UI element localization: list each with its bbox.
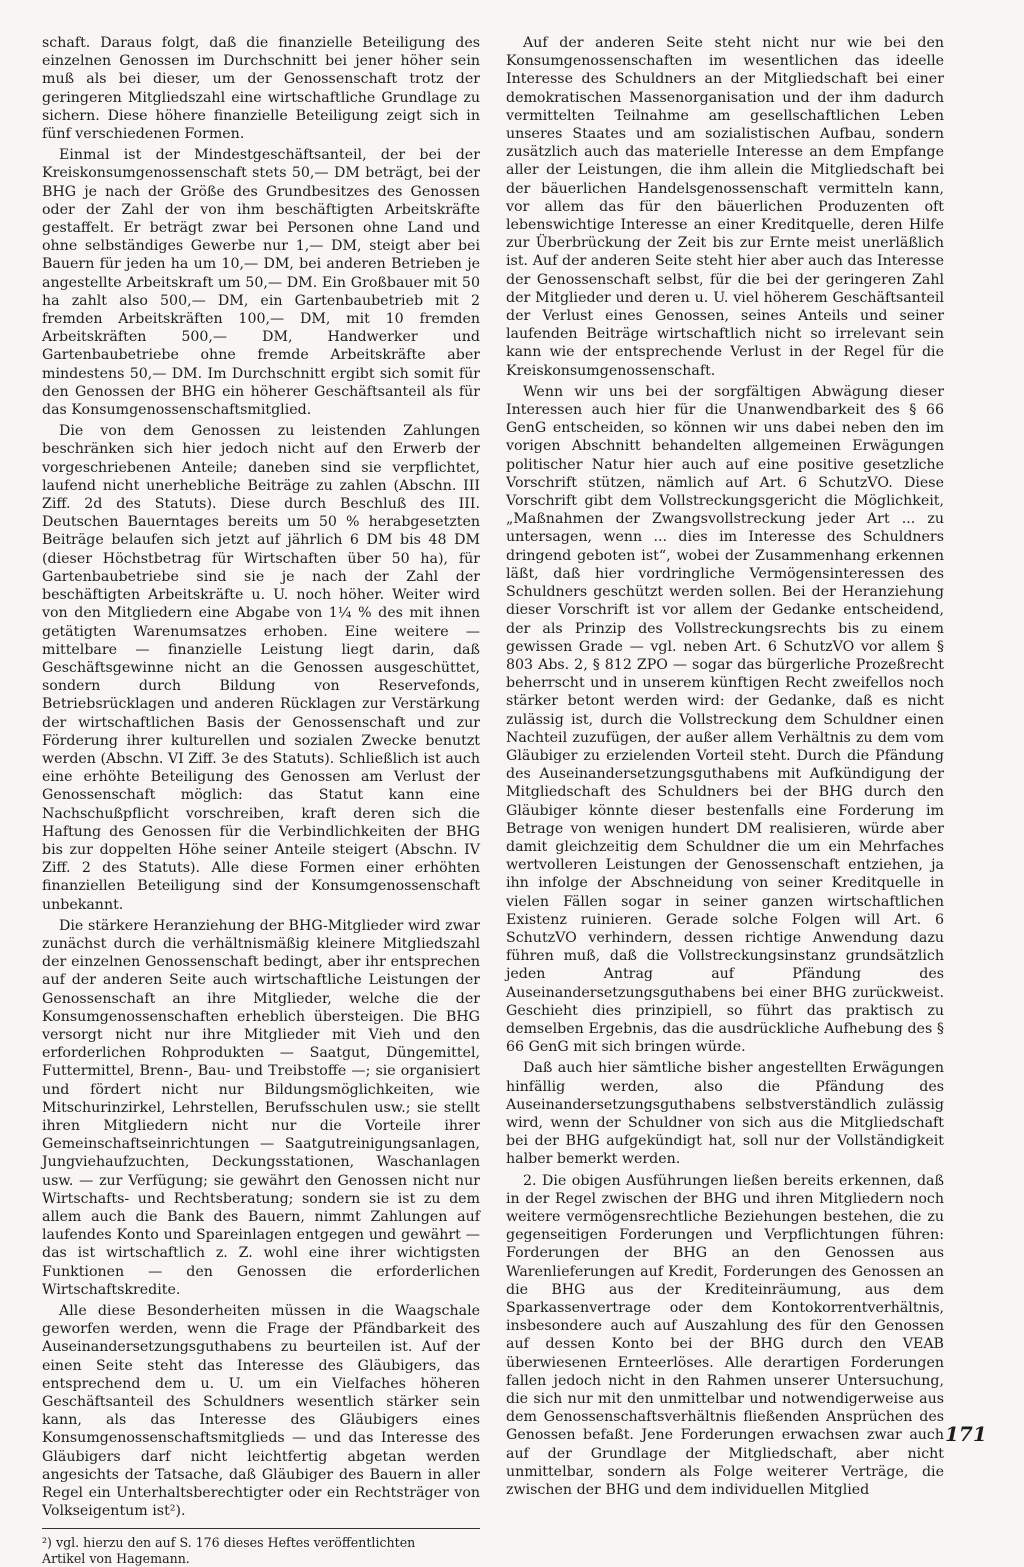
- paragraph: Alle diese Besonderheiten müssen in die Waagschale geworfen werden, wenn die Frage der Pfändbarkeit des Auseinandersetzungsguthabens zu beurteilen ist. Auf der einen Seite steht das Interesse des Gläubigers, das entsprechend dem u. U. um ein Vielfaches höheren Geschäftsanteil des Schuldners wesentlich stärker sein kann, als das Interesse des Gläubigers eines Konsumgenossenschaftsmitglieds — und das Interesse des Gläubigers darf nicht leichtfertig abgetan werden angesichts der Tatsache, daß Gläubiger des Bauern in aller Regel ein Unterhaltsberechtigter oder ein Rechtsträger von Volkseigentum ist²).: [42, 1303, 480, 1520]
- paragraph: Die von dem Genossen zu leistenden Zahlungen beschränken sich hier jedoch nicht auf den Erwerb der vorgeschriebenen Anteile; daneben sind sie verpflichtet, laufend nicht unerhebliche Beiträge zu zahlen (Abschn. III Ziff. 2d des Statuts). Diese durch Beschluß des III. Deutschen Bauerntages bereits um 50 % herabgesetzten Beiträge belaufen sich jetzt auf jährlich 6 DM bis 48 DM (dieser Höchstbetrag für Wirtschaften über 50 ha), für Gartenbaubetriebe sind sie je nach der Zahl der beschäftigten Arbeitskräfte u. U. noch höher. Weiter wird von den Mitgliedern eine Abgabe von 1¼ % des mit ihnen getätigten Warenumsatzes erhoben. Eine weitere — mittelbare — finanzielle Leistung liegt darin, daß Geschäftsgewinne nicht an die Genossen ausgeschüttet, sondern durch Bildung von Reservefonds, Betriebsrücklagen und anderen Rücklagen zur Verstärkung der wirtschaftlichen Basis der Genossenschaft und zur Förderung ihrer kulturellen und sozialen Zwecke benutzt werden (Abschn. VI Ziff. 3e des Statuts). Schließlich ist auch eine erhöhte Beteiligung des Genossen am Verlust der Genossenschaft möglich: das Statut kann eine Nachschußpflicht vorschreiben, kraft deren sich die Haftung des Genossen für die Verbindlichkeiten der BHG bis zur doppelten Höhe seiner Anteile steigert (Abschn. IV Ziff. 2 des Statuts). Alle diese Formen einer erhöhten finanziellen Beteiligung sind der Konsumgenossenschaft unbekannt.: [42, 423, 480, 913]
- paragraph: Daß auch hier sämtliche bisher angestellten Erwägungen hinfällig werden, also die Pfändung des Auseinandersetzungsguthabens selbstverständlich zulässig wird, wenn der Schuldner von sich aus die Mitgliedschaft bei der BHG aufgekündigt hat, soll nur der Vollständigkeit halber bemerkt werden.: [506, 1060, 944, 1168]
- left-column: [42, 34, 480, 1567]
- footnote-line: ²) vgl. hierzu den auf S. 176 dieses Heftes veröffentlichten: [42, 1535, 416, 1551]
- footnote: [42, 1528, 480, 1566]
- paragraph: schaft. Daraus folgt, daß die finanzielle Beteiligung des einzelnen Genossen im Durchschnitt bei jener höher sein muß als bei dieser, um der Genossenschaft trotz der geringeren Mitgliedszahl eine wirtschaftliche Grundlage zu sichern. Diese höhere finanzielle Beteiligung zeigt sich in fünf verschiedenen Formen.: [42, 35, 480, 143]
- paragraph: 2. Die obigen Ausführungen ließen bereits erkennen, daß in der Regel zwischen der BHG und ihren Mitgliedern noch weitere vermögensrechtliche Beziehungen bestehen, die zu gegenseitigen Forderungen und Verpflichtungen führen: Forderungen der BHG an den Genossen aus Warenlieferungen auf Kredit, Forderungen des Genossen an die BHG aus der Krediteinräumung, aus dem Sparkassenvertrage oder dem Kontokorrentverhältnis, insbesondere auch auf Auszahlung des für den Genossen auf dessen Konto bei der BHG durch den VEAB überwiesenen Ernteerlöses. Alle derartigen Forderungen fallen jedoch nicht in den Rahmen unserer Untersuchung, die sich nur mit den unmittelbar und notwendigerweise aus dem Genossenschaftsverhältnis fließenden Ansprüchen des Genossen befaßt. Jene Forderungen erwachsen zwar auch auf der Grundlage der Mitgliedschaft, aber nicht unmittelbar, sondern als Folge weiterer Verträge, die zwischen der BHG und dem individuellen Mitglied: [506, 1172, 944, 1499]
- paragraph: Einmal ist der Mindestgeschäftsanteil, der bei der Kreiskonsumgenossenschaft stets 50,— DM beträgt, bei der BHG je nach der Größe des Grundbesitzes des Genossen oder der Zahl der von ihm beschäftigten Arbeitskräfte gestaffelt. Er beträgt zwar bei Personen ohne Land und ohne selbständiges Gewerbe nur 1,— DM, steigt aber bei Bauern für jeden ha um 10,— DM, bei anderen Betrieben je angestellte Arbeitskraft um 50,— DM. Ein Großbauer mit 50 ha zahlt also 500,— DM, ein Gartenbaubetrieb mit 2 fremden Arbeitskräften 100,— DM, mit 10 fremden Arbeitskräften 500,— DM, Handwerker und Gartenbaubetriebe ohne fremde Arbeitskräfte aber mindestens 50,— DM. Im Durchschnitt ergibt sich somit für den Genossen der BHG ein höherer Geschäftsanteil als für das Konsumgenossenschaftsmitglied.: [42, 147, 480, 419]
- page-number: 171: [945, 1422, 987, 1446]
- right-column: [506, 34, 944, 1502]
- paragraph: Wenn wir uns bei der sorgfältigen Abwägung dieser Interessen auch hier für die Unanwendbarkeit des § 66 GenG entscheiden, so können wir uns dabei neben den im vorigen Abschnitt behandelten allgemeinen Erwägungen politischer Natur hier auch auf eine positive gesetzliche Vorschrift stützen, nämlich auf Art. 6 SchutzVO. Diese Vorschrift gibt dem Vollstreckungsgericht die Möglichkeit, „Maßnahmen der Zwangsvollstreckung jeder Art ... zu untersagen, wenn ... dies im Interesse des Schuldners dringend geboten ist“, wobei der Zusammenhang erkennen läßt, daß hier vordringliche Vermögensinteressen des Schuldners geschützt werden sollen. Bei der Heranziehung dieser Vorschrift ist vor allem der Gedanke entscheidend, der als Prinzip des Vollstreckungsrechts bis zu einem gewissen Grade — vgl. neben Art. 6 SchutzVO vor allem § 803 Abs. 2, § 812 ZPO — sogar das bürgerliche Prozeßrecht beherrscht und in unserem künftigen Recht zweifellos noch stärker betont werden wird: der Gedanke, daß es nicht zulässig ist, durch die Vollstreckung dem Schuldner einen Nachteil zuzufügen, der außer allem Verhältnis zu dem vom Gläubiger zu erzielenden Vorteil steht. Durch die Pfändung des Auseinandersetzungsguthabens mit Aufkündigung der Mitgliedschaft des Schuldners bei der BHG durch den Gläubiger könnte dieser bestenfalls eine Forderung im Betrage von wenigen hundert DM realisieren, würde aber damit gleichzeitig dem Schuldner die um ein Mehrfaches wertvolleren Leistungen der Genossenschaft entziehen, ja ihn infolge der Abschneidung von seiner Kreditquelle in vielen Fällen sogar in seiner ganzen wirtschaftlichen Existenz ruinieren. Gerade solche Folgen will Art. 6 SchutzVO verhindern, dessen richtige Anwendung dazu führen muß, daß die Vollstreckungsinstanz grundsätzlich jeden Antrag auf Pfändung des Auseinandersetzungsguthabens bei einer BHG zurückweist. Geschieht dies prinzipiell, so führt das praktisch zu demselben Ergebnis, das die ausdrückliche Aufhebung des § 66 GenG mit sich bringen würde.: [506, 383, 944, 1056]
- paragraph: Die stärkere Heranziehung der BHG-Mitglieder wird zwar zunächst durch die verhältnismäßig kleinere Mitgliedszahl der einzelnen Genossenschaft bedingt, aber ihr entsprechen auf der anderen Seite auch wirtschaftliche Leistungen der Genossenschaft an ihre Mitglieder, welche die der Konsumgenossenschaften erheblich übersteigen. Die BHG versorgt nicht nur ihre Mitglieder mit Vieh und den erforderlichen Rohprodukten — Saatgut, Düngemittel, Futtermittel, Brenn-, Bau- und Treibstoffe —; sie organisiert und fördert nicht nur Bildungsmöglichkeiten, wie Mitschurinzirkel, Lehrstellen, Berufsschulen usw.; sie stellt ihren Mitgliedern nicht nur die Vorteile ihrer Gemeinschaftseinrichtungen — Saatgutreinigungsanlagen, Jungviehaufzuchten, Deckungsstationen, Waschanlagen usw. — zur Verfügung; sie gewährt den Genossen nicht nur Wirtschafts- und Rechtsberatung; sondern sie ist zu dem allem auch die Bank des Bauern, nimmt Zahlungen auf laufendes Konto und Spareinlagen entgegen und gewährt — das ist wirtschaftlich z. Z. wohl eine ihrer wichtigsten Funktionen — den Genossen die erforderlichen Wirtschaftskredite.: [42, 917, 480, 1298]
- footnote-line: Artikel von Hagemann.: [42, 1551, 190, 1567]
- paragraph: Auf der anderen Seite steht nicht nur wie bei den Konsumgenossenschaften im wesentlichen das ideelle Interesse des Schuldners an der Mitgliedschaft bei einer demokratischen Massenorganisation und der ihm dadurch vermittelten Teilnahme am gesellschaftlichen Leben unseres Staates und am sozialistischen Aufbau, sondern zusätzlich auch das materielle Interesse an dem Empfange aller der Leistungen, die ihm allein die Mitgliedschaft bei der bäuerlichen Handelsgenossenschaft vermitteln kann, vor allem das für den bäuerlichen Produzenten oft lebenswichtige Interesse an einer Kreditquelle, deren Hilfe zur Überbrückung der Zeit bis zur Ernte meist unerläßlich ist. Auf der anderen Seite steht hier aber auch das Interesse der Genossenschaft selbst, für die bei der geringeren Zahl der Mitglieder und deren u. U. viel höherem Geschäftsanteil der Verlust eines Genossen, seines Anteils und seiner laufenden Beiträge wirtschaftlich nicht so irrelevant sein kann wie der entsprechende Verlust in der Regel für die Kreiskonsumgenossenschaft.: [506, 35, 944, 379]
